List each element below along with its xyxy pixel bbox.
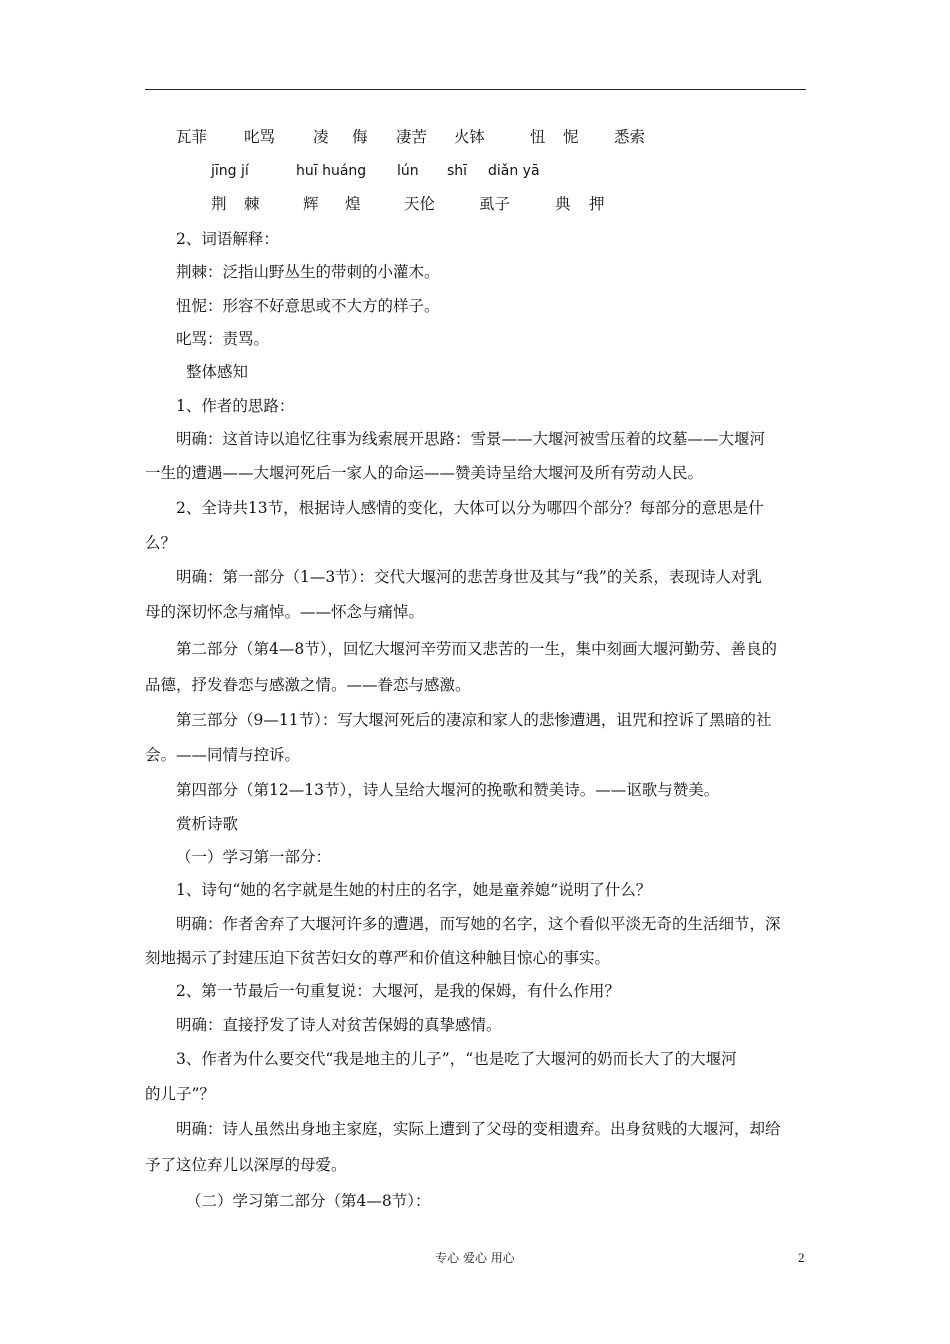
vocab-item: 辉 [303,195,319,213]
vocab-item: 典 [555,195,571,213]
text-line: 母的深切怀念与痛悼。——怀念与痛悼。 [145,603,425,621]
text-line: 第二部分（第4—8节），回忆大堰河辛劳而又悲苦的一生，集中刻画大堰河勤劳、善良的 [176,640,777,658]
vocab-item: 荆 [211,195,227,213]
text-line: 会。——同情与控诉。 [145,746,301,764]
text-line: 予了这位弃儿以深厚的母爱。 [145,1156,347,1174]
page-number: 2 [798,1250,805,1265]
pinyin-item: shī [447,163,468,179]
text-line: 1、诗句“她的名字就是生她的村庄的名字，她是童养媳”说明了什么？ [176,881,652,899]
vocab-item: 虱子 [479,195,511,213]
vocab-item: 天伦 [404,195,436,213]
text-line: 3、作者为什么要交代“我是地主的儿子”，“也是吃了大堰河的奶而长大了的大堰河 [176,1050,737,1068]
vocab-item: 侮 [352,128,368,146]
vocab-item: 火钵 [454,128,486,146]
text-line: 么？ [145,534,177,552]
text-line: （二）学习第二部分（第4—8节）： [186,1192,431,1210]
text-line: 明确：这首诗以追忆往事为线索展开思路：雪景——大堰河被雪压着的坟墓——大堰河 [176,430,766,448]
text-line: 明确：直接抒发了诗人对贫苦保姆的真挚感情。 [176,1016,502,1034]
vocab-item: 怩 [563,128,579,146]
text-line: 荆棘：泛指山野丛生的带刺的小灌木。 [176,263,440,281]
section-heading: 整体感知 [186,363,249,381]
vocab-item: 凌 [313,128,329,146]
text-line: 刻地揭示了封建压迫下贫苦妇女的尊严和价值这种触目惊心的事实。 [145,949,611,967]
pinyin-item: diǎn yā [488,163,540,179]
text-line: 明确：诗人虽然出身地主家庭，实际上遭到了父母的变相遗弃。出身贫贱的大堰河，却给 [176,1120,781,1138]
section-heading: 赏析诗歌 [176,815,239,833]
vocab-item: 瓦菲 [176,128,208,146]
vocab-item: 煌 [345,195,361,213]
pinyin-item: lún [397,163,419,179]
footer-motto: 专心 爱心 用心 [435,1251,515,1265]
vocab-item: 叱骂 [244,128,276,146]
vocab-item: 押 [589,195,605,213]
text-line: 第三部分（9—11节）：写大堰河死后的凄凉和家人的悲惨遭遇，诅咒和控诉了黑暗的社 [176,711,772,729]
text-line: 2、词语解释： [176,230,279,248]
text-line: 明确：作者舍弃了大堰河许多的遭遇，而写她的名字，这个看似平淡无奇的生活细节，深 [176,915,781,933]
pinyin-item: jīng jí [211,163,249,179]
text-line: 一生的遭遇——大堰河死后一家人的命运——赞美诗呈给大堰河及所有劳动人民。 [145,464,704,482]
pinyin-item: huī huáng [296,163,367,179]
text-line: 叱骂：责骂。 [176,330,270,348]
vocab-item: 悉索 [614,128,646,146]
text-line: 第四部分（第12—13节），诗人呈给大堰河的挽歌和赞美诗。——讴歌与赞美。 [176,781,720,799]
vocab-item: 凄苦 [396,128,428,146]
vocab-item: 忸 [530,128,546,146]
vocab-item: 棘 [244,195,260,213]
text-line: 的儿子”？ [145,1085,215,1103]
text-line: （一）学习第一部分： [176,848,332,866]
text-line: 明确：第一部分（1—3节）：交代大堰河的悲苦身世及其与“我”的关系，表现诗人对乳 [176,568,762,586]
text-line: 2、第一节最后一句重复说：大堰河，是我的保姆，有什么作用？ [176,982,620,1000]
text-line: 2、全诗共13节，根据诗人感情的变化，大体可以分为哪四个部分？每部分的意思是什 [176,499,764,517]
text-line: 品德，抒发眷恋与感激之情。——眷恋与感激。 [145,676,471,694]
text-line: 1、作者的思路： [176,397,295,415]
header-rule [145,89,806,90]
text-line: 忸怩：形容不好意思或不大方的样子。 [176,297,440,315]
